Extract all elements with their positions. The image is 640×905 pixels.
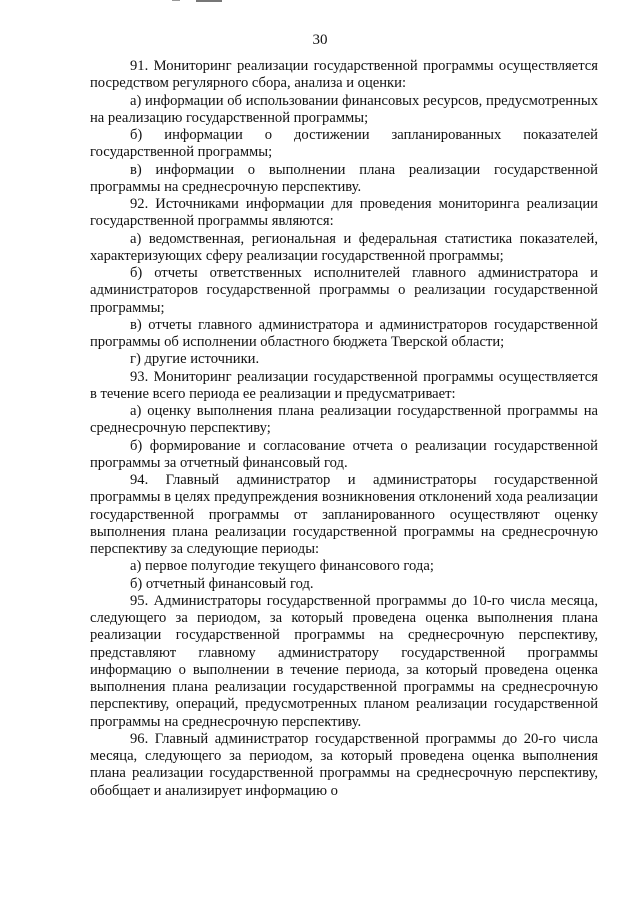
paragraph-92-g: г) другие источники. [130, 351, 260, 368]
paragraph-91-b: б) информации о достижении запланированных показателей государственной программы; [90, 127, 598, 161]
paragraph-96: 96. Главный администратор государственной программы до 20-го числа месяца, следующего за периодом, за который проведена оценка выполнения плана реализации государственной программы на среднесрочную перспективу, обобщает и анализирует информацию о [90, 730, 598, 799]
paragraph-91-a: а) информации об использовании финансовых ресурсов, предусмотренных на реализацию государственной программы; [90, 92, 598, 126]
paragraph-94: 94. Главный администратор и администраторы государственной программы в целях предупреждения возникновения отклонений хода реализации государственной программы от запланированного осуществляют оценку выполнения плана реализации государственной программы на среднесрочную перспективу за следующие периоды: [90, 472, 598, 557]
page-number: 30 [312, 32, 328, 48]
document-body [90, 58, 598, 800]
paragraph-95: 95. Администраторы государственной программы до 10-го числа месяца, следующего за периодом, за который проведена оценка выполнения плана реализации государственной программы на среднесрочную перспективу, представляют главному администратору государственной программы информацию о выполнении в течение периода, за который проведена оценка выполнения плана реализации государственной программы на среднесрочную перспективу, операций, предусмотренных планом реализации государственной программы на среднесрочную перспективу. [90, 592, 598, 730]
paragraph-92: 92. Источниками информации для проведения мониторинга реализации государственной программы являются: [90, 196, 598, 230]
paragraph-91-v: в) информации о выполнении плана реализации государственной программы на среднесрочную перспективу. [90, 161, 598, 195]
paragraph-92-v: в) отчеты главного администратора и администраторов государственной программы об исполнении областного бюджета Тверской области; [90, 316, 598, 350]
paragraph-94-a: а) первое полугодие текущего финансового года; [130, 558, 434, 575]
paragraph-94-b: б) отчетный финансовый год. [130, 575, 314, 592]
paragraph-91: 91. Мониторинг реализации государственной программы осуществляется посредством регулярного сбора, анализа и оценки: [90, 58, 598, 92]
paragraph-92-a: а) ведомственная, региональная и федеральная статистика показателей, характеризующих сферу реализации государственной программы; [90, 230, 598, 264]
paragraph-92-b: б) отчеты ответственных исполнителей главного администратора и администраторов государственной программы о реализации государственной программы; [90, 265, 598, 316]
scan-artifact [172, 0, 180, 1]
scan-artifact [196, 0, 222, 2]
paragraph-93-b: б) формирование и согласование отчета о реализации государственной программы за отчетный финансовый год. [90, 437, 598, 471]
paragraph-93-a: а) оценку выполнения плана реализации государственной программы на среднесрочную перспективу; [90, 403, 598, 437]
paragraph-93: 93. Мониторинг реализации государственной программы осуществляется в течение всего периода ее реализации и предусматривает: [90, 368, 598, 402]
